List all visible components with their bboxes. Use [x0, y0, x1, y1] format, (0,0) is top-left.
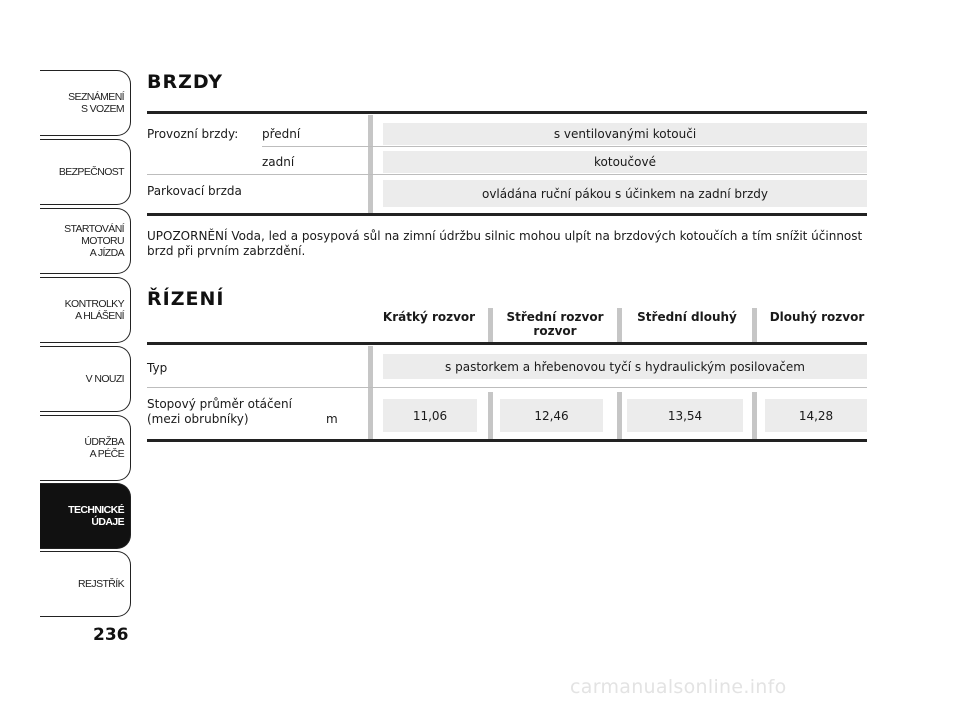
column-separator: [368, 346, 373, 440]
column-header-short: Krátký rozvor: [382, 310, 476, 324]
tab-label: STARTOVÁNÍ MOTORU A JÍZDA: [64, 223, 124, 259]
tab-label: REJSTŘÍK: [78, 578, 124, 590]
parking-brake-value: ovládána ruční pákou s účinkem na zadní brzdy: [383, 180, 867, 207]
service-brakes-label: Provozní brzdy:: [147, 127, 239, 141]
row-divider: [147, 174, 867, 175]
top-rule: [147, 111, 867, 114]
tab-seznameni[interactable]: [40, 70, 131, 136]
bottom-rule: [147, 439, 867, 442]
tab-label: TECHNICKÉ ÚDAJE: [68, 504, 124, 528]
tab-rejstrik[interactable]: [40, 551, 131, 617]
diameter-value-medium: 12,46: [500, 399, 603, 432]
tab-udrzba[interactable]: [40, 415, 131, 481]
steering-type-value: s pastorkem a hřebenovou tyčí s hydraulickým posilovačem: [383, 354, 867, 379]
section-rule: [147, 213, 867, 216]
row-divider: [147, 387, 867, 388]
turning-diameter-label: Stopový průměr otáčení: [147, 397, 292, 411]
column-separator: [752, 392, 757, 440]
table-rule: [147, 342, 867, 345]
column-header-long: Dlouhý rozvor: [769, 310, 865, 324]
front-label: přední: [262, 127, 301, 141]
warning-note: UPOZORNĚNÍ Voda, led a posypová sůl na zimní údržbu silnic mohou ulpít na brzdových kotoučích a tím snížit účinnost brzd při prvním zabrzdění.: [147, 229, 863, 258]
column-separator: [752, 308, 757, 344]
tab-startovani[interactable]: [40, 208, 131, 274]
turning-diameter-sublabel: (mezi obrubníky): [147, 412, 249, 426]
tab-v-nouzi[interactable]: [40, 346, 131, 412]
watermark: carmanualsonline.info: [570, 676, 787, 698]
steering-title: ŘÍZENÍ: [147, 288, 225, 310]
parking-brake-label: Parkovací brzda: [147, 184, 242, 198]
type-label: Typ: [147, 361, 168, 375]
column-header-medium: Střední rozvor rozvor: [506, 310, 604, 338]
diameter-value-long: 14,28: [765, 399, 867, 432]
page-number: 236: [93, 625, 129, 645]
tab-label: ÚDRŽBA A PÉČE: [84, 436, 124, 460]
tab-bezpecnost[interactable]: [40, 139, 131, 205]
tab-kontrolky[interactable]: [40, 277, 131, 343]
row-divider: [262, 146, 867, 147]
column-separator: [368, 115, 373, 214]
diameter-value-short: 11,06: [383, 399, 477, 432]
brakes-title: BRZDY: [147, 71, 224, 93]
diameter-value-medium-long: 13,54: [627, 399, 743, 432]
tab-technicke-udaje[interactable]: [40, 483, 131, 549]
unit-label: m: [326, 412, 338, 426]
rear-label: zadní: [262, 155, 295, 169]
tab-label: SEZNÁMENÍ S VOZEM: [68, 91, 124, 115]
column-separator: [488, 392, 493, 440]
tab-label: V NOUZI: [85, 373, 124, 385]
rear-brakes-value: kotoučové: [383, 151, 867, 173]
column-header-medium-long: Střední dlouhý: [637, 310, 737, 324]
column-separator: [617, 308, 622, 344]
front-brakes-value: s ventilovanými kotouči: [383, 123, 867, 145]
tab-label: KONTROLKY A HLÁŠENÍ: [64, 298, 124, 322]
tab-label: BEZPEČNOST: [58, 166, 124, 178]
column-separator: [617, 392, 622, 440]
column-separator: [488, 308, 493, 344]
